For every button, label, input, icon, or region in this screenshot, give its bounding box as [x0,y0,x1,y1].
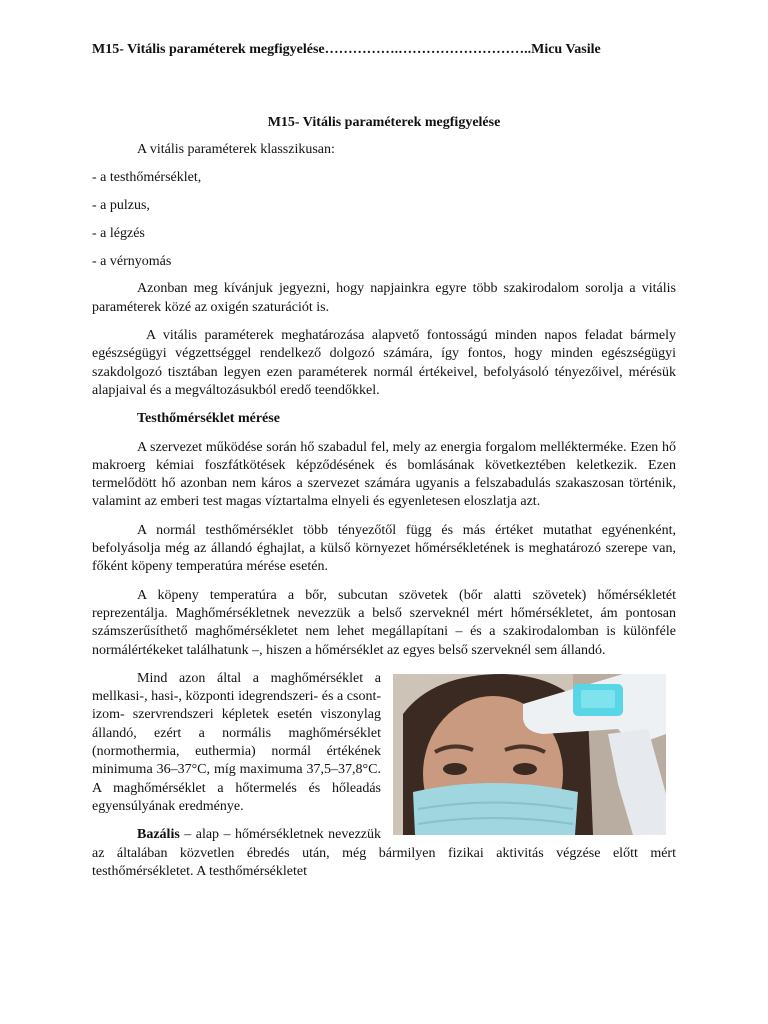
basal-term: Bazális [137,827,180,843]
page-title: M15- Vitális paraméterek megfigyelése [267,115,501,130]
paragraph-core-temperature: Mind azon által a maghőmérséklet a mellkasi-, hasi-, központi idegrendszeri- és a csont-izom- szervrendszeri képletek esetén viszonylag állandó, ezért a normális maghőmérséklet (normothermia, euthermia) normál értékének minimuma 36–37°C, míg maximuma 37,5–37,8°C. A maghőmérséklet a hőtermelés és hőleadás egyensúlyának eredménye. [92,670,381,814]
thermometer-photo [393,674,666,835]
paragraph-normal-temperature: A normál testhőmérséklet több tényezőtől függ és más értéket mutathat egyénenként, befolyásolja még az állandó éghajlat, a külső környezet hőmérsékletének is meghatározó szerepe van, főként köpeny temperatúra mérése esetén. [92,522,676,575]
list-item: - a légzés [92,225,145,241]
list-item: - a pulzus, [92,198,150,214]
paragraph-importance: A vitális paraméterek meghatározása alapvető fontosságú minden napos feladat bármely egészségügyi végzettséggel rendelkező dolgozó számára, így fontos, hogy minden egészségügyi szakdolgozó tisztában legyen ezen paraméterek normál értékeivel, befolyásoló tényezőivel, mérésük alapjaival és a megváltozásukból eredő teendőkkel. [92,328,676,398]
section-heading: Testhőmérséklet mérése [137,411,280,427]
list-item: - a vérnyomás [92,253,172,269]
paragraph-heat-production: A szervezet működése során hő szabadul fel, mely az energia forgalom mellékterméke. Ezen hő makroerg kémiai foszfátkötések képződésének és bomlásának következtében keletkezik. Ezen termelődött hő azonban nem káros a szervezet számára ugyanis a felszabadulás szakaszosan történik, valamint az emberi test magas víztartalma elnyeli és egyenletesen eloszlatja azt. [92,439,676,510]
intro-paragraph: A vitális paraméterek klasszikusan: [137,142,335,157]
list-item: - a testhőmérséklet, [92,170,202,186]
paragraph-shell-temperature: A köpeny temperatúra a bőr, subcutan szövetek (bőr alatti szövetek) hőmérsékletét reprezentálja. Maghőmérsékletnek nevezzük a belső szerveknél mért hőmérsékletet, ám pontosan számszerűsíthető maghőmérsékletet nem lehet megállapítani – és a szakirodalomban is különféle normálértékeket találhatunk –, hiszen a hőmérséklet az egyes belső szerveknél sem állandó. [92,587,676,658]
document-body [92,141,676,891]
infrared-thermometer-icon [393,674,666,835]
paragraph-oxygen-saturation: Azonban meg kívánjuk jegyezni, hogy napjainkra egyre több szakirodalom sorolja a vitális paraméterek közé az oxigén szaturációt is. [92,281,676,315]
running-header: M15- Vitális paraméterek megfigyelése…………….………………………..Micu Vasile [92,42,601,57]
basal-definition: – alap – hőmérsékletnek nevezzük az általában közvetlen ébredés után, még bármilyen fizikai aktivitás végzése előtt mért testhőmérsékletet. A testhőmérsékletet [92,827,676,879]
